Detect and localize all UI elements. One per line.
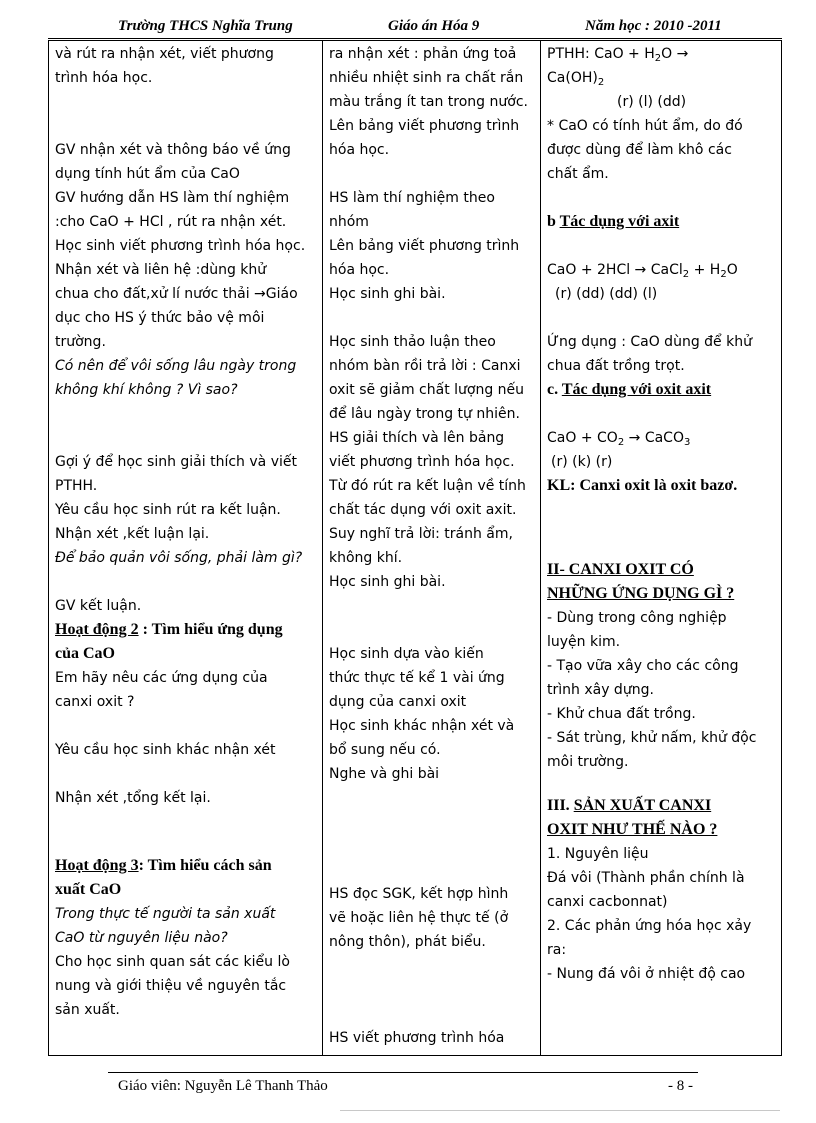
use-item: - Sát trùng, khử nấm, khử độc: [547, 730, 757, 746]
bottom-edge-rule: [340, 1110, 780, 1111]
text-line: trường.: [55, 334, 106, 350]
activity-2-label: Hoạt động 2: [55, 621, 139, 638]
text-line: Gợi ý để học sinh giải thích và viết: [55, 454, 297, 470]
text-line: canxi oxit ?: [55, 694, 135, 710]
text-line: Nhận xét ,kết luận lại.: [55, 526, 210, 542]
school-name: Trường THCS Nghĩa Trung: [118, 18, 293, 34]
text-line: dụng của canxi oxit: [329, 694, 467, 710]
text-line: chua cho đất,xử lí nước thải →Giáo: [55, 286, 298, 302]
teacher-activity-column: [55, 42, 321, 1055]
text-line: Em hãy nêu các ứng dụng của: [55, 670, 268, 686]
text-line: Ứng dụng : CaO dùng để khử: [547, 334, 752, 350]
text-line: sản xuất.: [55, 1002, 120, 1018]
text-line: [329, 306, 539, 330]
state-labels: (r) (l) (dd): [617, 94, 687, 110]
question-line: Có nên để vôi sống lâu ngày trong: [55, 358, 297, 374]
text-line: nhóm: [329, 214, 369, 230]
activity-2-heading: [55, 618, 321, 642]
text-line: Học sinh viết phương trình hóa học.: [55, 238, 306, 254]
text-line: Học sinh ghi bài.: [329, 286, 446, 302]
production-line: Đá vôi (Thành phần chính là: [547, 870, 745, 886]
text-line: chất tác dụng với oxit axit.: [329, 502, 517, 518]
section-2-heading-cont: NHỮNG ỨNG DỤNG GÌ ?: [547, 585, 735, 602]
use-item: - Khử chua đất trồng.: [547, 706, 696, 722]
text-line: Học sinh khác nhận xét và: [329, 718, 515, 734]
text-line: GV kết luận.: [55, 598, 142, 614]
use-item: luyện kim.: [547, 634, 621, 650]
text-line: :cho CaO + HCl , rút ra nhận xét.: [55, 214, 287, 230]
equation-acid: CaO + 2HCl → CaCl$_2$ + $H_2O$: [547, 262, 738, 280]
state-labels: (r) (dd) (dd) (l): [555, 286, 658, 302]
use-item: môi trường.: [547, 754, 629, 770]
text-line: [329, 162, 539, 186]
use-item: - Tạo vữa xây cho các công: [547, 658, 739, 674]
activity-3-label: Hoạt động 3: [55, 857, 139, 874]
activity-2-title: : Tìm hiểu ứng dụng: [138, 621, 283, 638]
text-line: chất ẩm.: [547, 166, 609, 182]
text-line: Học sinh thảo luận theo: [329, 334, 496, 350]
text-line: HS đọc SGK, kết hợp hình: [329, 886, 509, 902]
text-line: nung và giới thiệu về nguyên tắc: [55, 978, 287, 994]
question-line: không khí không ? Vì sao?: [55, 382, 238, 398]
conclusion: KL: Canxi oxit là oxit bazơ.: [547, 477, 738, 494]
text-line: HS làm thí nghiệm theo: [329, 190, 495, 206]
text-line: * CaO có tính hút ẩm, do đó: [547, 118, 743, 134]
section-3-heading-cont: OXIT NHƯ THẾ NÀO ?: [547, 821, 718, 838]
equation-acidic-oxide: CaO + $CO_2$ → CaCO$_3$: [547, 430, 691, 448]
question-line: CaO từ nguyên liệu nào?: [55, 930, 228, 946]
text-line: Lên bảng viết phương trình: [329, 238, 520, 254]
content-column: [547, 42, 781, 1055]
production-line: 2. Các phản ứng hóa học xảy: [547, 918, 752, 934]
text-line: Yêu cầu học sinh rút ra kết luận.: [55, 502, 281, 518]
text-line: thức thực tế kể 1 vài ứng: [329, 670, 505, 686]
activity-2-heading-cont: của CaO: [55, 645, 115, 662]
text-line: ra nhận xét : phản ứng toả: [329, 46, 517, 62]
text-line: viết phương trình hóa học.: [329, 454, 515, 470]
section-b-heading: b Tác dụng với axit: [547, 213, 680, 230]
production-line: - Nung đá vôi ở nhiệt độ cao: [547, 966, 746, 982]
equation-water: PTHH: CaO + $H_2O$ →: [547, 46, 689, 64]
text-line: Yêu cầu học sinh khác nhận xét: [55, 742, 276, 758]
footer-rule: [108, 1072, 698, 1073]
text-line: oxit sẽ giảm chất lượng nếu: [329, 382, 525, 398]
question-line: Để bảo quản vôi sống, phải làm gì?: [55, 550, 303, 566]
use-item: - Dùng trong công nghiệp: [547, 610, 727, 626]
question-line: Trong thực tế người ta sản xuất: [55, 906, 276, 922]
text-line: bổ sung nếu có.: [329, 742, 441, 758]
text-line: Học sinh dựa vào kiến: [329, 646, 484, 662]
text-line: [55, 90, 321, 114]
lesson-table: [48, 40, 782, 1056]
text-line: Lên bảng viết phương trình: [329, 118, 520, 134]
text-line: chua đất trồng trọt.: [547, 358, 685, 374]
text-line: không khí.: [329, 550, 403, 566]
text-line: màu trắng ít tan trong nước.: [329, 94, 528, 110]
text-line: HS viết phương trình hóa: [329, 1030, 505, 1046]
column-divider-2: [540, 41, 541, 1055]
text-line: dụng tính hút ẩm của CaO: [55, 166, 240, 182]
text-line: Học sinh ghi bài.: [329, 574, 446, 590]
text-line: GV nhận xét và thông báo về ứng: [55, 142, 291, 158]
text-line: Nghe và ghi bài: [329, 766, 440, 782]
text-line: Nhận xét và liên hệ :dùng khử: [55, 262, 267, 278]
production-line: canxi cacbonnat): [547, 894, 668, 910]
text-line: dục cho HS ý thức bảo vệ môi: [55, 310, 265, 326]
state-labels: (r) (k) (r): [551, 454, 613, 470]
production-line: 1. Nguyên liệu: [547, 846, 649, 862]
text-line: hóa học.: [329, 142, 390, 158]
text-line: Cho học sinh quan sát các kiểu lò: [55, 954, 290, 970]
page-number: - 8 -: [668, 1078, 693, 1094]
page-header: [0, 14, 816, 38]
activity-3-title: : Tìm hiểu cách sản: [138, 857, 272, 874]
activity-3-heading-cont: xuất CaO: [55, 881, 122, 898]
text-line: PTHH.: [55, 478, 98, 494]
student-activity-column: [329, 42, 539, 1055]
section-c-heading: c. Tác dụng với oxit axit: [547, 381, 712, 398]
page-footer: [0, 1078, 816, 1100]
text-line: Suy nghĩ trả lời: tránh ẩm,: [329, 526, 513, 542]
section-2-heading: II- CANXI OXIT CÓ: [547, 561, 694, 578]
equation-water-product: $Ca(OH)_2$: [547, 70, 605, 88]
column-divider-1: [322, 41, 323, 1055]
text-line: Từ đó rút ra kết luận về tính: [329, 478, 526, 494]
activity-3-heading: [55, 854, 321, 878]
text-line: hóa học.: [329, 262, 390, 278]
text-line: trình hóa học.: [55, 70, 153, 86]
text-line: nhiều nhiệt sinh ra chất rắn: [329, 70, 524, 86]
section-3-heading: III. SẢN XUẤT CANXI: [547, 797, 712, 814]
text-line: [55, 114, 321, 138]
text-line: HS giải thích và lên bảng: [329, 430, 505, 446]
text-line: nông thôn), phát biểu.: [329, 934, 486, 950]
text-line: nhóm bàn rồi trả lời : Canxi: [329, 358, 521, 374]
subject-title: Giáo án Hóa 9: [388, 18, 480, 34]
use-item: trình xây dựng.: [547, 682, 654, 698]
text-line: để lâu ngày trong tự nhiên.: [329, 406, 520, 422]
text-line: Nhận xét ,tổng kết lại.: [55, 790, 211, 806]
text-line: và rút ra nhận xét, viết phương: [55, 46, 274, 62]
school-year: Năm học : 2010 -2011: [585, 18, 722, 34]
text-line: vẽ hoặc liên hệ thực tế (ở: [329, 910, 509, 926]
teacher-name: Giáo viên: Nguyễn Lê Thanh Thảo: [118, 1078, 328, 1094]
text-line: GV hướng dẫn HS làm thí nghiệm: [55, 190, 290, 206]
text-line: được dùng để làm khô các: [547, 142, 732, 158]
production-line: ra:: [547, 942, 567, 958]
